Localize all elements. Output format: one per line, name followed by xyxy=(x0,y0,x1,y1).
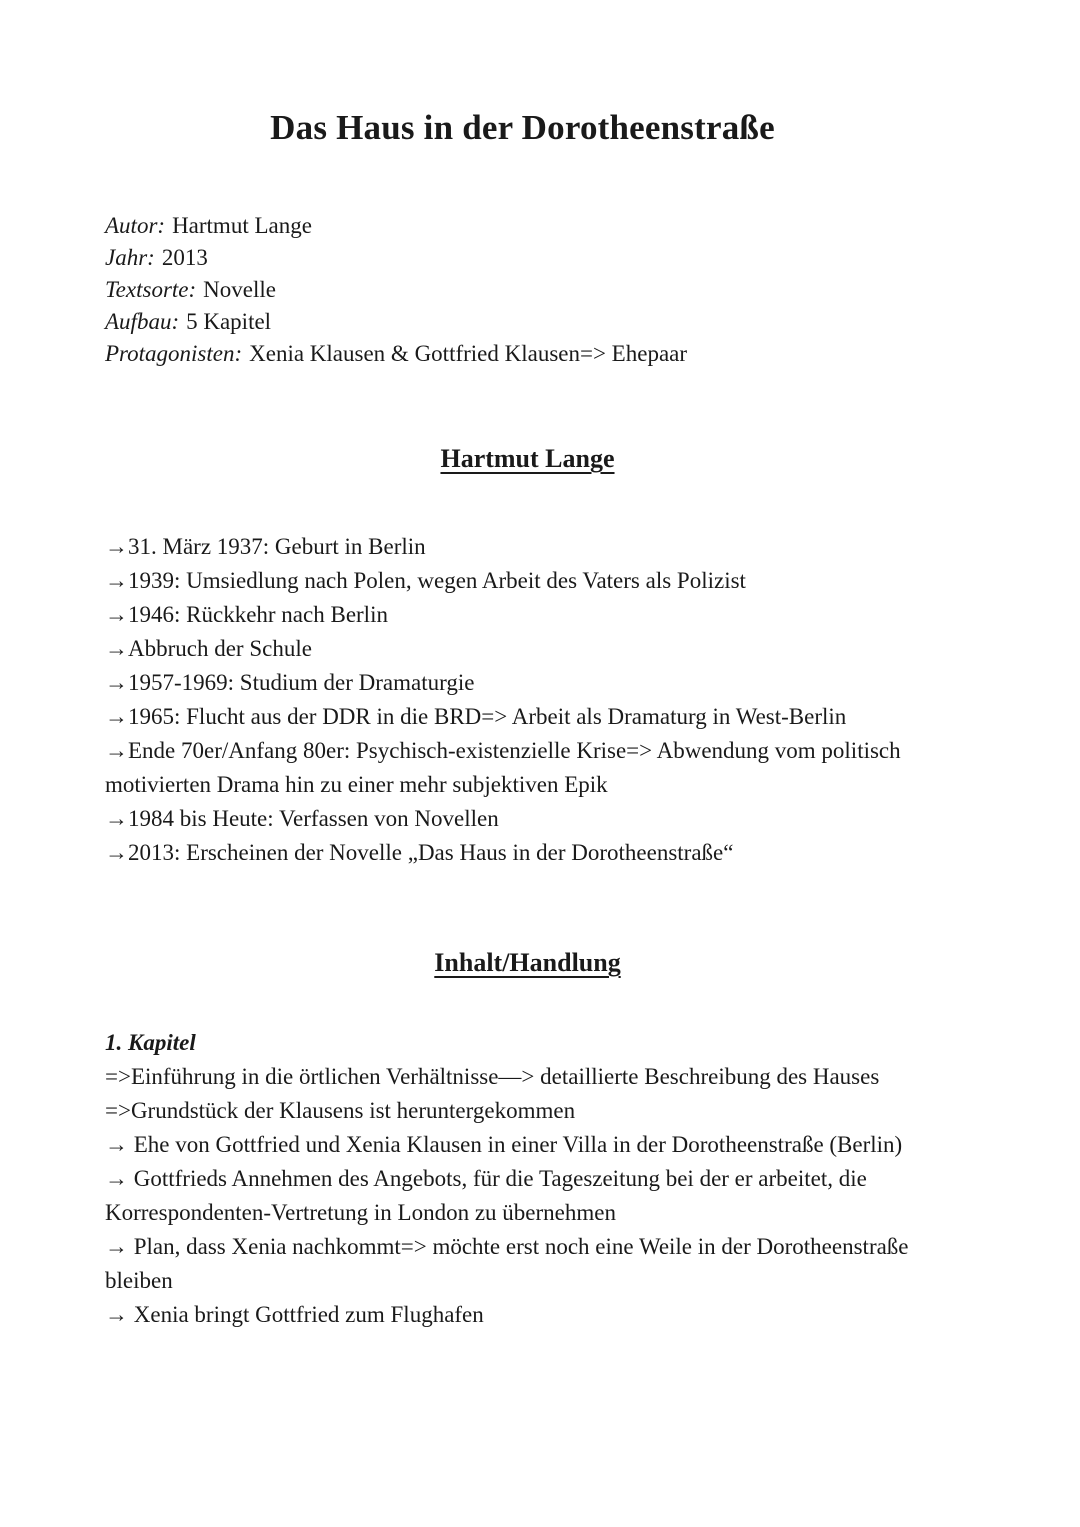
section-heading-biography: Hartmut Lange xyxy=(440,444,615,473)
list-item: →Abbruch der Schule xyxy=(105,636,312,661)
meta-value: Hartmut Lange xyxy=(172,213,312,238)
biography-list xyxy=(105,530,950,870)
meta-line-jahr xyxy=(105,242,950,274)
list-item: → Plan, dass Xenia nachkommt=> möchte erst noch eine Weile in der Dorotheenstraße bleiben xyxy=(105,1234,909,1293)
list-item: →2013: Erscheinen der Novelle „Das Haus in der Dorotheenstraße“ xyxy=(105,840,734,865)
meta-line-protagonisten xyxy=(105,338,950,370)
list-item: → Xenia bringt Gottfried zum Flughafen xyxy=(105,1302,484,1327)
meta-value: 2013 xyxy=(161,245,208,270)
meta-value: Xenia Klausen & Gottfried Klausen=> Ehepaar xyxy=(249,341,688,366)
list-item: →1946: Rückkehr nach Berlin xyxy=(105,602,388,627)
meta-line-autor xyxy=(105,210,950,242)
list-item: =>Einführung in die örtlichen Verhältnisse—> detaillierte Beschreibung des Hauses xyxy=(105,1064,880,1089)
list-item: → Ehe von Gottfried und Xenia Klausen in einer Villa in der Dorotheenstraße (Berlin) xyxy=(105,1132,903,1157)
section-heading-content: Inhalt/Handlung xyxy=(434,948,621,977)
chapter-heading: 1. Kapitel xyxy=(105,1030,196,1055)
metadata-block xyxy=(105,210,950,370)
meta-line-aufbau xyxy=(105,306,950,338)
page-title: Das Haus in der Dorotheenstraße xyxy=(270,108,775,147)
meta-line-textsorte xyxy=(105,274,950,306)
meta-label: Jahr: xyxy=(105,245,155,270)
meta-label: Autor: xyxy=(105,213,166,238)
list-item: →1965: Flucht aus der DDR in die BRD=> Arbeit als Dramaturg in West-Berlin xyxy=(105,704,847,729)
list-item: →1984 bis Heute: Verfassen von Novellen xyxy=(105,806,499,831)
list-item: → Gottfrieds Annehmen des Angebots, für die Tageszeitung bei der er arbeitet, die Korrespondenten-Vertretung in London zu übernehmen xyxy=(105,1166,867,1225)
content-list xyxy=(105,1060,950,1332)
list-item: →31. März 1937: Geburt in Berlin xyxy=(105,534,426,559)
meta-value: 5 Kapitel xyxy=(186,309,272,334)
list-item: =>Grundstück der Klausens ist heruntergekommen xyxy=(105,1098,576,1123)
list-item: →1939: Umsiedlung nach Polen, wegen Arbeit des Vaters als Polizist xyxy=(105,568,746,593)
meta-label: Aufbau: xyxy=(105,309,180,334)
list-item: →Ende 70er/Anfang 80er: Psychisch-existenzielle Krise=> Abwendung vom politisch motivierten Drama hin zu einer mehr subjektiven Epik xyxy=(105,738,901,797)
meta-value: Novelle xyxy=(203,277,276,302)
list-item: →1957-1969: Studium der Dramaturgie xyxy=(105,670,475,695)
meta-label: Protagonisten: xyxy=(105,341,243,366)
meta-label: Textsorte: xyxy=(105,277,197,302)
